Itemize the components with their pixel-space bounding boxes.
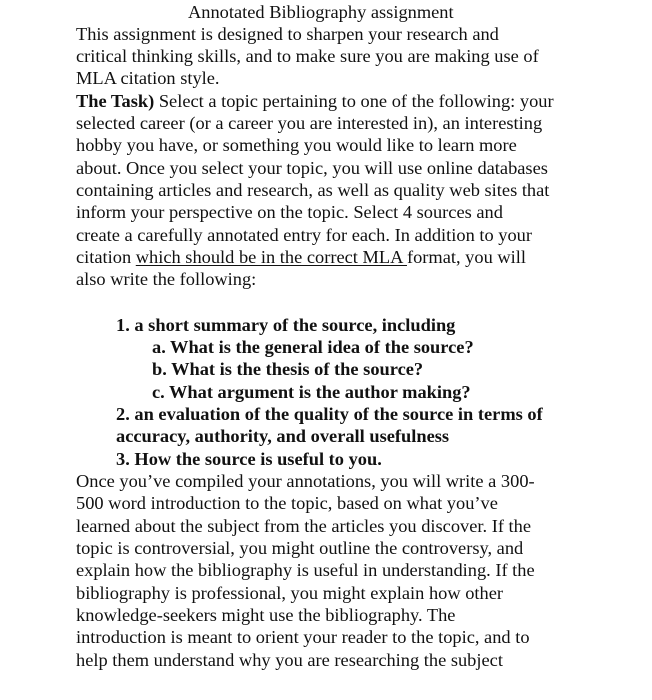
closing-line: introduction is meant to orient your reader to the topic, and to xyxy=(76,627,530,647)
task-label: The Task) xyxy=(76,91,155,111)
citation-text: citation xyxy=(76,247,136,267)
list-item-3: 3. How the source is useful to you. xyxy=(116,449,382,469)
task-line: selected career (or a career you are interested in), an interesting xyxy=(76,113,543,133)
closing-line: topic is controversial, you might outline the controversy, and xyxy=(76,538,524,558)
closing-line: learned about the subject from the articles you discover. If the xyxy=(76,516,532,536)
task-line: also write the following: xyxy=(76,269,257,289)
intro-line: critical thinking skills, and to make sure you are making use of xyxy=(76,46,539,66)
closing-line: explain how the bibliography is useful in understanding. If the xyxy=(76,560,535,580)
task-line: create a carefully annotated entry for each. In addition to your xyxy=(76,225,532,245)
list-item-2: 2. an evaluation of the quality of the source in terms of xyxy=(116,404,543,424)
task-line: hobby you have, or something you would like to learn more xyxy=(76,135,517,155)
list-item-2-cont: accuracy, authority, and overall usefulness xyxy=(116,426,450,446)
closing-line: bibliography is professional, you might explain how other xyxy=(76,583,504,603)
list-item-1c: c. What argument is the author making? xyxy=(152,382,471,402)
citation-text-end: format, you will xyxy=(406,247,526,267)
closing-line: help them understand why you are researching the subject xyxy=(76,650,503,670)
task-line: about. Once you select your topic, you will use online databases xyxy=(76,158,548,178)
intro-line: MLA citation style. xyxy=(76,68,220,88)
task-text: Select a topic pertaining to one of the following: your xyxy=(154,91,554,111)
closing-line: knowledge-seekers might use the bibliography. The xyxy=(76,605,456,625)
task-line: containing articles and research, as well as quality web sites that xyxy=(76,180,550,200)
list-item-1a: a. What is the general idea of the source? xyxy=(152,337,474,357)
task-first-line xyxy=(76,90,554,112)
task-line: inform your perspective on the topic. Select 4 sources and xyxy=(76,202,503,222)
mla-format-underline: which should be in the correct MLA xyxy=(135,247,407,267)
intro-line: This assignment is designed to sharpen your research and xyxy=(76,24,499,44)
closing-line: Once you’ve compiled your annotations, you will write a 300- xyxy=(76,471,535,491)
citation-line xyxy=(76,246,526,268)
document-title: Annotated Bibliography assignment xyxy=(188,2,454,22)
list-item-1: 1. a short summary of the source, including xyxy=(116,315,456,335)
closing-line: 500 word introduction to the topic, based on what you’ve xyxy=(76,493,498,513)
list-item-1b: b. What is the thesis of the source? xyxy=(152,359,424,379)
